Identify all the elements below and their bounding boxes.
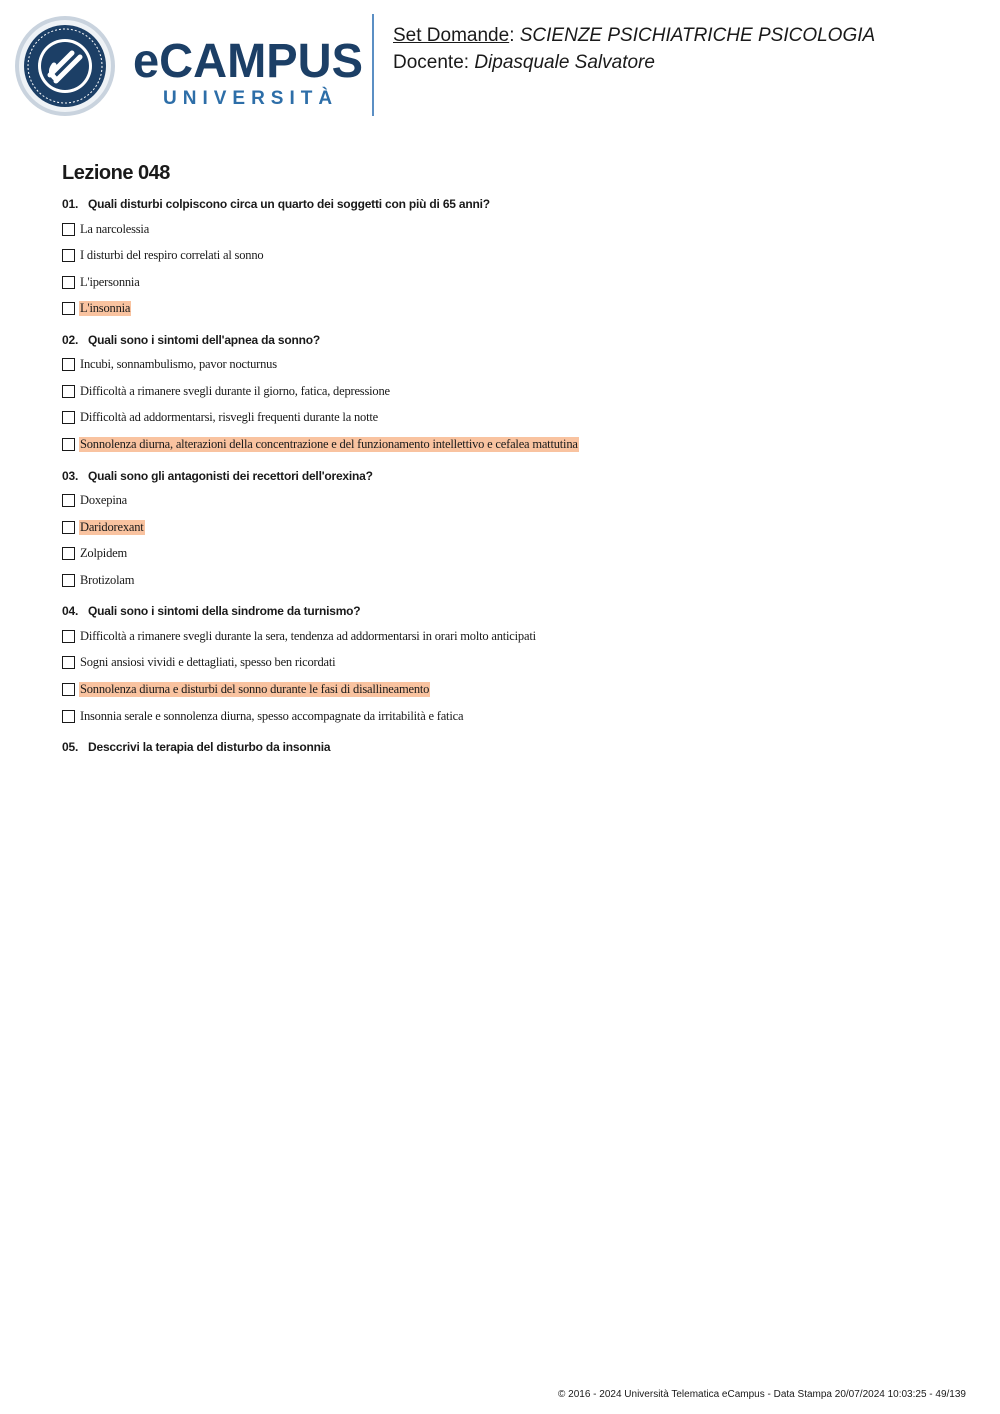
answer-label: I disturbi del respiro correlati al sonno: [80, 248, 264, 263]
checkbox[interactable]: [62, 411, 75, 424]
question-label: Quali disturbi colpiscono circa un quarto dei soggetti con più di 65 anni?: [88, 197, 490, 211]
docente-label: Docente:: [393, 52, 470, 73]
question: [62, 740, 962, 754]
answer-label: Difficoltà ad addormentarsi, risvegli frequenti durante la notte: [80, 410, 378, 425]
answer-option[interactable]: [62, 708, 962, 724]
answer-option[interactable]: [62, 572, 962, 588]
checkbox[interactable]: [62, 438, 75, 451]
answer-option[interactable]: [62, 437, 962, 453]
answer-option[interactable]: [62, 383, 962, 399]
ecampus-seal-icon: [14, 15, 116, 117]
checkbox[interactable]: [62, 683, 75, 696]
answer-label: Incubi, sonnambulismo, pavor nocturnus: [80, 357, 277, 372]
header-info: [393, 22, 973, 76]
lesson-content: [62, 158, 962, 770]
checkbox[interactable]: [62, 521, 75, 534]
answer-label: Difficoltà a rimanere svegli durante il giorno, fatica, depressione: [80, 383, 390, 398]
answer-label-correct: Daridorexant: [80, 519, 144, 534]
page-footer: © 2016 - 2024 Università Telematica eCampus - Data Stampa 20/07/2024 10:03:25 - 49/139: [558, 1389, 966, 1400]
question-list: [62, 197, 962, 754]
answer-label: Brotizolam: [80, 572, 135, 587]
answer-label: Doxepina: [80, 493, 127, 508]
checkbox[interactable]: [62, 302, 75, 315]
answer-option[interactable]: [62, 493, 962, 509]
question-number: 03.: [62, 468, 79, 483]
docente-line: [393, 49, 973, 76]
answer-option[interactable]: [62, 301, 962, 317]
question: [62, 604, 962, 724]
checkbox[interactable]: [62, 223, 75, 236]
checkbox[interactable]: [62, 249, 75, 262]
answer-label: Sogni ansiosi vividi e dettagliati, spesso ben ricordati: [80, 655, 336, 670]
question-text: [62, 197, 962, 211]
checkbox[interactable]: [62, 547, 75, 560]
question: [62, 197, 962, 317]
header-divider: [372, 14, 374, 116]
answer-option[interactable]: [62, 628, 962, 644]
answer-label: Difficoltà a rimanere svegli durante la sera, tendenza ad addormentarsi in orari molto anticipati: [80, 628, 536, 643]
answer-option[interactable]: [62, 410, 962, 426]
checkbox[interactable]: [62, 574, 75, 587]
question-label: Quali sono gli antagonisti dei recettori dell'orexina?: [88, 468, 373, 483]
checkbox[interactable]: [62, 385, 75, 398]
page-header: [0, 0, 1000, 130]
answer-option[interactable]: [62, 274, 962, 290]
question-number: 02.: [62, 332, 79, 347]
set-value: SCIENZE PSICHIATRICHE PSICOLOGIA: [519, 25, 876, 46]
lesson-title: Lezione 048: [62, 162, 170, 184]
answer-option[interactable]: [62, 546, 962, 562]
question: [62, 333, 962, 453]
question-text: [62, 604, 962, 618]
checkbox[interactable]: [62, 656, 75, 669]
question-number: 05.: [62, 740, 79, 755]
question-label: Quali sono i sintomi della sindrome da turnismo?: [88, 604, 361, 619]
set-line: Set Domande: SCIENZE PSICHIATRICHE PSICOLOGIA: [393, 25, 876, 46]
ecampus-logo: [133, 35, 368, 110]
logo-brand: eCAMPUS: [133, 35, 364, 88]
question-number: 04.: [62, 604, 79, 619]
checkbox[interactable]: [62, 710, 75, 723]
answer-label-correct: Sonnolenza diurna, alterazioni della concentrazione e del funzionamento intellettivo e cefalea mattutina: [80, 437, 578, 452]
checkbox[interactable]: [62, 494, 75, 507]
answer-label: L'ipersonnia: [80, 274, 140, 289]
answer-option[interactable]: [62, 682, 962, 698]
answer-option[interactable]: [62, 655, 962, 671]
question-label: Quali sono i sintomi dell'apnea da sonno?: [88, 332, 321, 347]
question: [62, 469, 962, 589]
question-text: [62, 740, 962, 754]
answer-label-correct: Sonnolenza diurna e disturbi del sonno durante le fasi di disallineamento: [80, 682, 430, 697]
answer-option[interactable]: [62, 221, 962, 237]
question-number: 01.: [62, 197, 79, 211]
checkbox[interactable]: [62, 358, 75, 371]
set-label: Set Domande: [393, 25, 510, 46]
answer-label-correct: L'insonnia: [80, 301, 131, 316]
answer-option[interactable]: [62, 519, 962, 535]
answer-label: Insonnia serale e sonnolenza diurna, spesso accompagnate da irritabilità e fatica: [80, 708, 464, 723]
checkbox[interactable]: [62, 630, 75, 643]
docente-value: Dipasquale Salvatore: [474, 52, 655, 73]
logo-sub: UNIVERSITÀ: [163, 88, 339, 109]
checkbox[interactable]: [62, 276, 75, 289]
answer-label: La narcolessia: [80, 221, 150, 236]
answer-label: Zolpidem: [80, 546, 128, 561]
question-label: Desccrivi la terapia del disturbo da insonnia: [88, 740, 331, 755]
question-text: [62, 333, 962, 347]
answer-option[interactable]: [62, 357, 962, 373]
answer-option[interactable]: [62, 248, 962, 264]
question-text: [62, 469, 962, 483]
